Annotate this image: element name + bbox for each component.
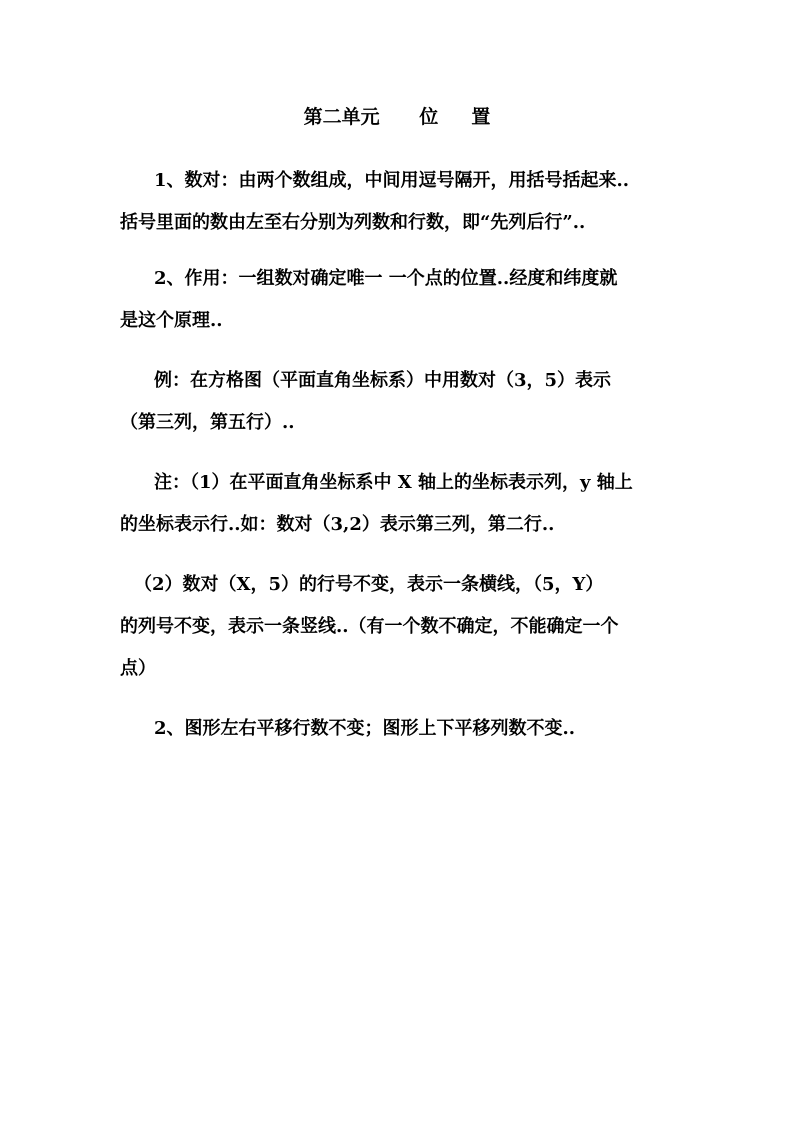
- paragraph-line: 是这个原理..: [120, 310, 223, 331]
- paragraph-line: 的列号不变，表示一条竖线..（有一个数不确定，不能确定一个: [120, 616, 619, 637]
- paragraph-line: 2、作用：一组数对确定唯一 一个点的位置..经度和纬度就: [154, 268, 618, 289]
- paragraph-note-1: [120, 462, 680, 546]
- paragraph-number-pair: [120, 160, 680, 244]
- paragraph-line: （第三列，第五行）..: [120, 412, 295, 433]
- paragraph-translation: [120, 708, 680, 750]
- paragraph-line: 1、数对：由两个数组成，中间用逗号隔开，用括号括起来..: [154, 170, 630, 191]
- paragraph-line: 括号里面的数由左至右分别为列数和行数，即“先列后行”..: [120, 212, 586, 233]
- paragraph-line: （2）数对（X，5）的行号不变，表示一条横线，（5，Y）: [134, 574, 604, 595]
- paragraph-example: [120, 360, 680, 444]
- paragraph-line: 例：在方格图（平面直角坐标系）中用数对（3，5）表示: [154, 370, 612, 391]
- paragraph-line: 点）: [120, 658, 156, 679]
- paragraph-note-2: [120, 564, 680, 690]
- page-title: 第二单元 位 置: [303, 106, 491, 128]
- paragraph-function: [120, 258, 680, 342]
- paragraph-line: 2、图形左右平移行数不变；图形上下平移列数不变..: [154, 718, 576, 739]
- paragraph-line: 注：（1）在平面直角坐标系中 X 轴上的坐标表示列，y 轴上: [154, 472, 633, 493]
- paragraph-line: 的坐标表示行..如：数对（3,2）表示第三列，第二行..: [120, 514, 555, 535]
